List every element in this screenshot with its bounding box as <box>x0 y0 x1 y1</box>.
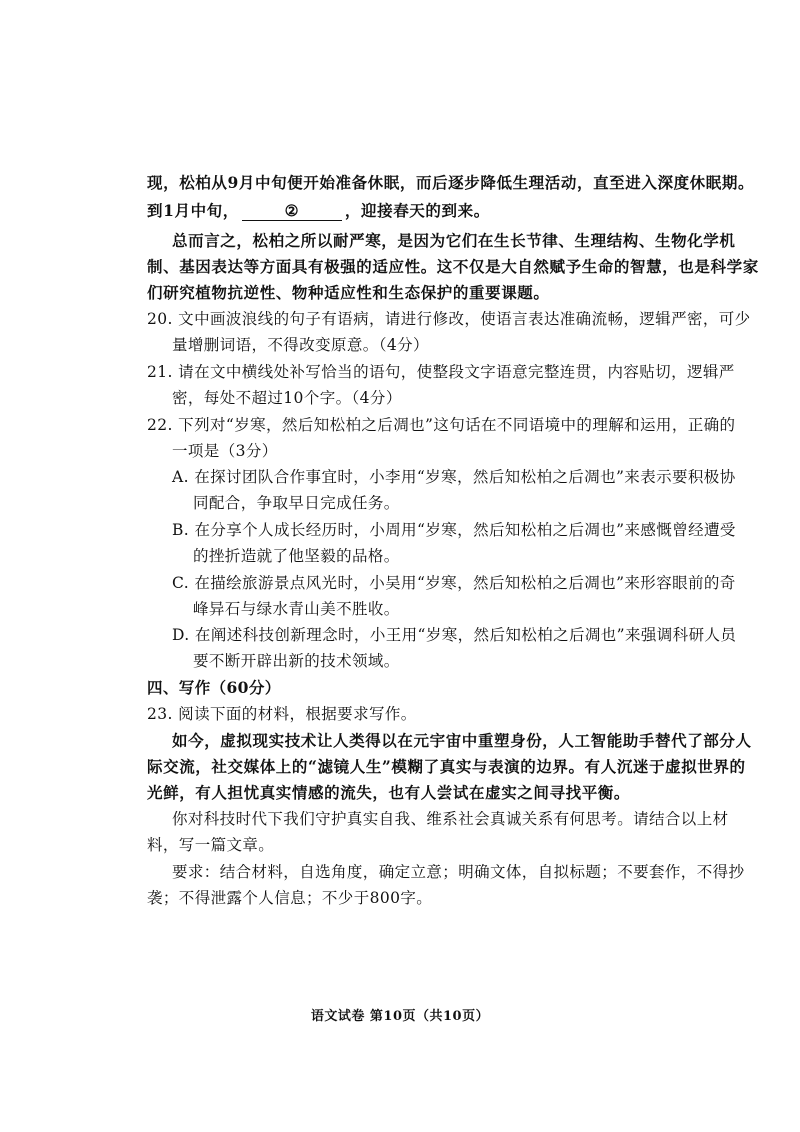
question-22: 22. 下列对“岁寒，然后知松柏之后凋也”这句话在不同语境中的理解和运用，正确的 <box>147 416 736 434</box>
requirements-line: 袭；不得泄露个人信息；不少于800字。 <box>147 889 433 907</box>
material-line: 际交流，社交媒体上的“滤镜人生”模糊了真实与表演的边界。有人沉迷于虚拟世界的 <box>147 757 746 776</box>
answer-blank-2: ② <box>242 202 342 221</box>
option-c-cont: 峰异石与绿水青山美不胜收。 <box>193 600 400 618</box>
passage-line: 制、基因表达等方面具有极强的适应性。这不仅是大自然赋予生命的智慧，也是科学家 <box>147 257 759 276</box>
section-heading: 四、写作（60分） <box>147 678 281 697</box>
question-20: 20. 文中画波浪线的句子有语病，请进行修改，使语言表达准确流畅，逻辑严密，可少 <box>147 310 751 328</box>
material-line: 光鲜，有人担忧真实情感的流失，也有人尝试在虚实之间寻找平衡。 <box>147 783 631 802</box>
passage-text: 到1月中旬， <box>147 201 239 220</box>
passage-line: 们研究植物抗逆性、物种适应性和生态保护的重要课题。 <box>147 283 550 302</box>
question-23: 23. 阅读下面的材料，根据要求写作。 <box>147 705 417 723</box>
question-22-cont: 一项是（3分） <box>172 442 278 460</box>
passage-line-with-blank <box>147 200 490 222</box>
option-c: C. 在描绘旅游景点风光时，小吴用“岁寒，然后知松柏之后凋也”来形容眼前的奇 <box>172 574 736 592</box>
question-21-cont: 密，每处不超过10个字。（4分） <box>172 389 402 407</box>
prompt-line: 你对科技时代下我们守护真实自我、维系社会真诚关系有何思考。请结合以上材 <box>172 810 729 828</box>
option-d: D. 在阐述科技创新理念时，小王用“岁寒，然后知松柏之后凋也”来强调科研人员 <box>172 626 737 644</box>
material-line: 如今，虚拟现实技术让人类得以在元宇宙中重塑身份，人工智能助手替代了部分人 <box>172 731 752 750</box>
requirements-line: 要求：结合材料，自选角度，确定立意；明确文体，自拟标题；不要套作，不得抄 <box>172 863 745 881</box>
page-footer: 语文试卷 第10页（共10页） <box>310 1009 490 1024</box>
passage-text: ，迎接春天的到来。 <box>344 201 490 220</box>
passage-line: 现，松柏从9月中旬便开始准备休眠，而后逐步降低生理活动，直至进入深度休眠期。 <box>147 173 755 192</box>
option-b-cont: 的挫折造就了他坚毅的品格。 <box>193 547 400 565</box>
option-d-cont: 要不断开辟出新的技术领域。 <box>193 652 400 670</box>
passage-line: 总而言之，松柏之所以耐严寒，是因为它们在生长节律、生理结构、生物化学机 <box>172 231 736 250</box>
option-a-cont: 同配合，争取早日完成任务。 <box>193 494 400 512</box>
option-a: A. 在探讨团队合作事宜时，小李用“岁寒，然后知松柏之后凋也”来表示要积极协 <box>172 468 736 486</box>
option-b: B. 在分享个人成长经历时，小周用“岁寒，然后知松柏之后凋也”来感慨曾经遭受 <box>172 521 736 539</box>
question-20-cont: 量增删词语，不得改变原意。（4分） <box>172 336 429 354</box>
prompt-line: 料，写一篇文章。 <box>147 836 275 854</box>
question-21: 21. 请在文中横线处补写恰当的语句，使整段文字语意完整连贯，内容贴切，逻辑严 <box>147 363 735 381</box>
